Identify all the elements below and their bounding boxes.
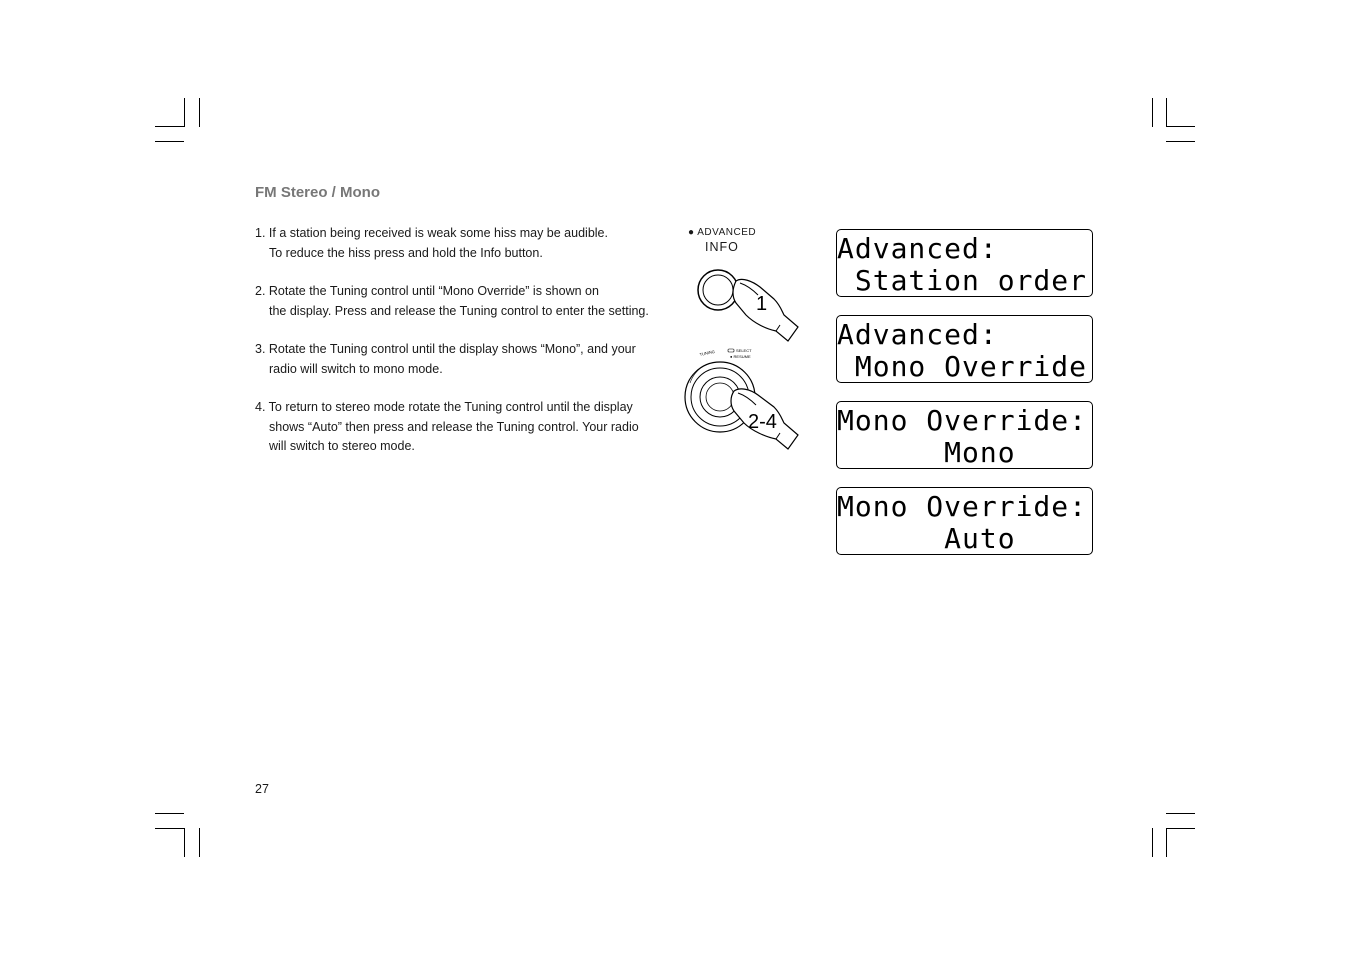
step-2 <box>255 282 675 321</box>
section-title: FM Stereo / Mono <box>255 184 380 201</box>
crop-mark <box>184 98 185 127</box>
controls-illustration <box>680 255 815 460</box>
info-button[interactable] <box>698 270 738 310</box>
crop-mark <box>1166 828 1195 829</box>
page-number: 27 <box>255 782 269 796</box>
crop-mark <box>184 828 185 857</box>
lcd-display <box>836 487 1093 555</box>
crop-mark <box>199 98 200 127</box>
crop-mark <box>155 828 184 829</box>
lcd-line: Auto <box>837 522 1016 555</box>
lcd-line: Advanced: <box>837 232 998 265</box>
lcd-line: Advanced: <box>837 318 998 351</box>
crop-mark <box>1166 98 1167 127</box>
lcd-display <box>836 401 1093 469</box>
step-line: To reduce the hiss press and hold the Info button. <box>269 245 543 260</box>
lcd-display <box>836 229 1093 297</box>
crop-mark <box>1152 98 1153 127</box>
instruction-steps <box>255 224 675 476</box>
step-line: 4. To return to stereo mode rotate the Tuning control until the display <box>255 400 633 414</box>
lcd-line: Mono Override: <box>837 404 1088 437</box>
lcd-display <box>836 315 1093 383</box>
crop-mark <box>1152 828 1153 857</box>
crop-mark <box>199 828 200 857</box>
crop-mark <box>1166 126 1195 127</box>
step-line: 1. If a station being received is weak some hiss may be audible. <box>255 226 608 240</box>
crop-mark <box>1166 828 1167 857</box>
step-line: the display. Press and release the Tuning control to enter the setting. <box>269 303 649 318</box>
select-label: SELECT <box>736 348 752 353</box>
select-icon <box>728 349 734 352</box>
step-4 <box>255 398 675 457</box>
lcd-line: Mono Override <box>837 350 1088 383</box>
crop-mark <box>1166 141 1195 142</box>
info-label: INFO <box>705 240 739 254</box>
crop-mark <box>1166 813 1195 814</box>
step-3 <box>255 340 675 379</box>
step-line: shows “Auto” then press and release the Tuning control. Your radio <box>269 419 639 434</box>
crop-mark <box>155 813 184 814</box>
resume-label: ● RESUME <box>730 354 751 359</box>
lcd-line: Mono <box>837 436 1016 469</box>
info-callout-number: 1 <box>756 293 768 315</box>
step-1 <box>255 224 675 263</box>
lcd-line: Mono Override: <box>837 490 1088 523</box>
lcd-line: Station order <box>837 264 1088 297</box>
crop-mark <box>155 126 184 127</box>
step-line: will switch to stereo mode. <box>269 439 415 453</box>
step-line: 3. Rotate the Tuning control until the display shows “Mono”, and your <box>255 342 636 356</box>
advanced-label: ● ADVANCED <box>688 227 757 238</box>
tuning-label: TUNING <box>699 348 716 357</box>
step-line: radio will switch to mono mode. <box>269 361 443 376</box>
step-line: 2. Rotate the Tuning control until “Mono Override” is shown on <box>255 284 599 298</box>
crop-mark <box>155 141 184 142</box>
tuning-callout-number: 2-4 <box>748 411 777 433</box>
